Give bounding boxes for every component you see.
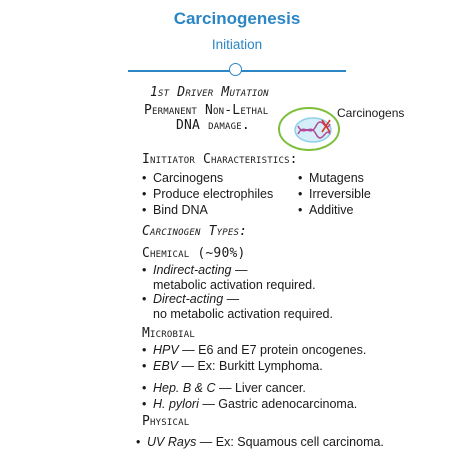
page-subtitle: Initiation xyxy=(211,37,263,52)
list-item xyxy=(142,396,366,412)
microbe-detail: — Ex: Burkitt Lymphoma. xyxy=(178,359,323,373)
list-item: • Carcinogens xyxy=(142,170,273,186)
list-item: • Produce electrophiles xyxy=(142,186,273,202)
carcinogen-types-heading: Carcinogen Types: xyxy=(142,224,248,239)
microbe-term: Hep. B & C xyxy=(153,381,216,395)
list-item: • Mutagens xyxy=(298,170,371,186)
chemical-dash: — xyxy=(223,292,240,306)
damage-line-1: Permanent Non-Lethal xyxy=(144,103,269,118)
list-item: • Irreversible xyxy=(298,186,371,202)
list-item: • Additive xyxy=(298,202,371,218)
initiator-left-list xyxy=(142,170,273,218)
list-item xyxy=(142,342,366,358)
initiator-right-list xyxy=(298,170,371,218)
driver-mutation-heading: 1st Driver Mutation xyxy=(150,85,269,100)
microbe-detail: — E6 and E7 protein oncogenes. xyxy=(178,343,367,357)
microbe-detail: — Gastric adenocarcinoma. xyxy=(198,397,358,411)
chemical-detail: metabolic activation required. xyxy=(153,278,316,292)
list-item: • Bind DNA xyxy=(142,202,273,218)
chemical-item-indirect: • Indirect-acting — metabolic activation required. xyxy=(142,263,316,292)
physical-heading: Physical xyxy=(142,414,190,429)
microbial-list xyxy=(142,342,366,412)
chemical-heading: Chemical (~90%) xyxy=(142,246,246,261)
physical-list xyxy=(136,434,384,450)
cell-dna-damage-icon xyxy=(276,104,346,154)
microbe-term: HPV xyxy=(153,343,179,357)
chemical-dash: — xyxy=(231,263,248,277)
list-item xyxy=(136,434,384,450)
microbial-heading: Microbial xyxy=(142,326,195,341)
physical-detail: — Ex: Squamous cell carcinoma. xyxy=(196,435,384,449)
microbe-term: EBV xyxy=(153,359,179,373)
damage-line-2: DNA damage. xyxy=(176,118,250,133)
list-item xyxy=(142,358,366,374)
microbe-detail: — Liver cancer. xyxy=(215,381,306,395)
page-title: Carcinogenesis xyxy=(173,9,301,28)
initiator-heading: Initiator Characteristics: xyxy=(142,152,298,167)
carcinogens-label: Carcinogens xyxy=(337,106,405,120)
physical-term: UV Rays xyxy=(147,435,197,449)
divider-circle-icon xyxy=(229,63,242,76)
chemical-term: Indirect-acting xyxy=(153,263,232,277)
list-item xyxy=(142,380,366,396)
microbe-term: H. pylori xyxy=(153,397,199,411)
chemical-item-direct: • Direct-acting — no metabolic activation required. xyxy=(142,292,333,321)
chemical-term: Direct-acting xyxy=(153,292,224,306)
chemical-detail: no metabolic activation required. xyxy=(153,307,333,321)
